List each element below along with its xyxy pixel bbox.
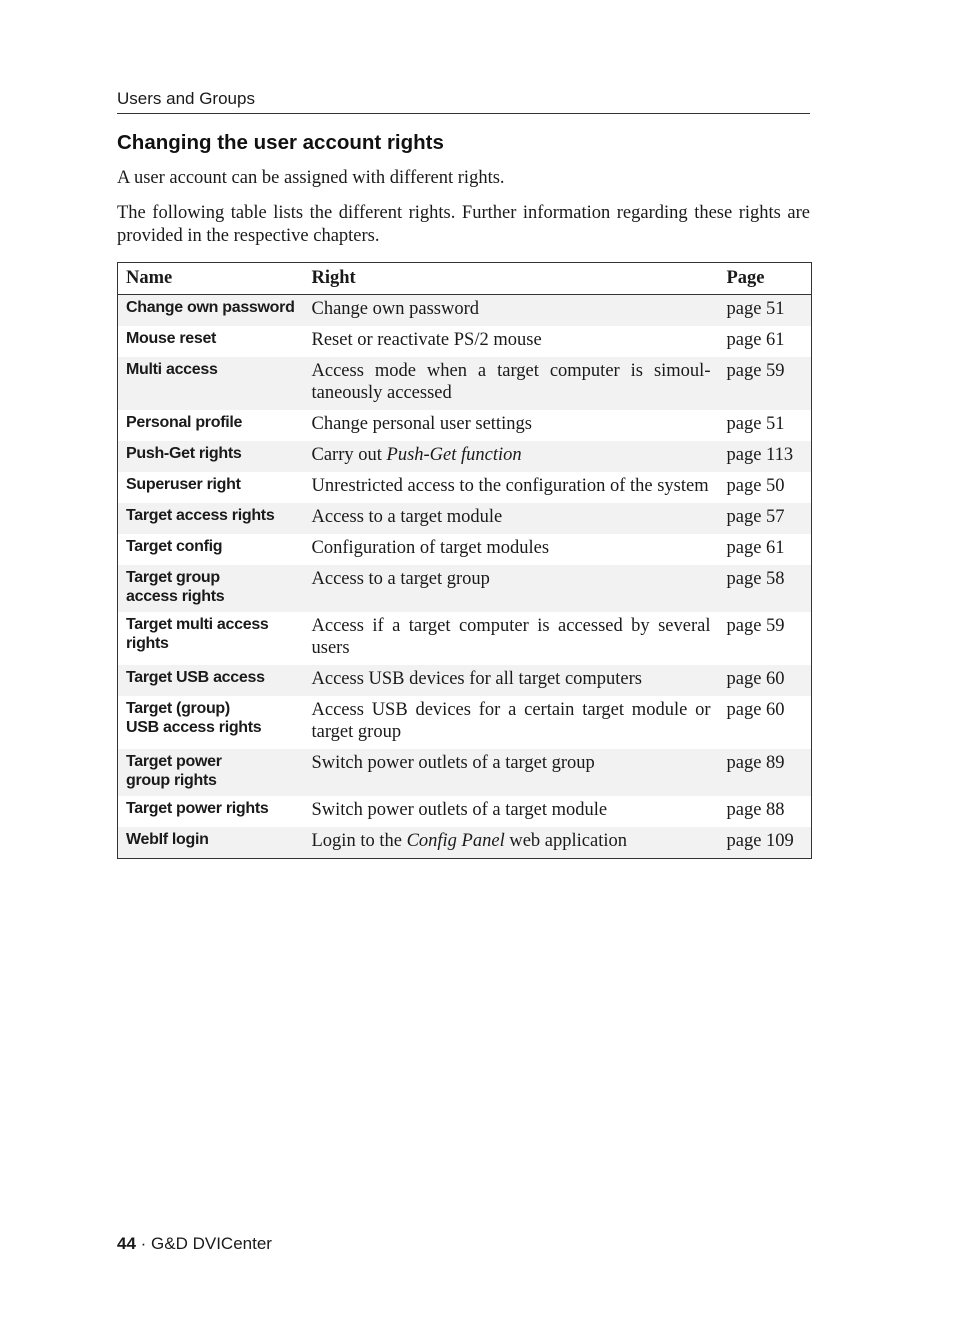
right-description-emphasis: Config Panel xyxy=(406,831,505,851)
page-reference-cell: page 51 xyxy=(719,295,812,327)
table-row xyxy=(118,534,812,565)
right-name: Superuser right xyxy=(126,476,241,493)
table-row xyxy=(118,796,812,827)
page-reference-cell: page 50 xyxy=(719,472,812,503)
table-row xyxy=(118,749,812,796)
right-name: Target power rights xyxy=(126,800,269,817)
section-title: Changing the user account rights xyxy=(117,131,444,154)
right-description-cell xyxy=(304,612,719,665)
right-description-text-end: web application xyxy=(504,831,627,851)
right-description-text: Access to a target module xyxy=(311,507,503,527)
right-name-cell xyxy=(118,565,304,612)
page-reference-cell: page 58 xyxy=(719,565,812,612)
page-reference-cell: page 59 xyxy=(719,357,812,410)
right-name: Mouse reset xyxy=(126,330,217,347)
table-row xyxy=(118,503,812,534)
right-description-cell xyxy=(304,410,719,441)
right-name-cell xyxy=(118,326,304,357)
right-description-text: Change personal user settings xyxy=(311,414,532,434)
rights-table-body xyxy=(118,295,812,859)
right-description-cell xyxy=(304,696,719,749)
table-row xyxy=(118,565,812,612)
table-row xyxy=(118,612,812,665)
right-description-cell xyxy=(304,749,719,796)
table-description-paragraph: The following table lists the different rights. Further information regarding these rights are provided in the respective chapters. xyxy=(117,203,810,246)
page-reference-cell: page 61 xyxy=(719,534,812,565)
right-description-text: Access USB devices for all target computers xyxy=(311,669,643,689)
right-description-text: Switch power outlets of a target module xyxy=(311,800,608,820)
right-description-cell xyxy=(304,534,719,565)
page-reference-cell: page 88 xyxy=(719,796,812,827)
page-footer xyxy=(117,1234,272,1254)
right-name: Target (group) USB access rights xyxy=(126,700,262,736)
table-row xyxy=(118,410,812,441)
page-reference-cell: page 60 xyxy=(719,696,812,749)
right-name: Target access rights xyxy=(126,507,275,524)
right-description-text: Access if a target computer is accessed by several users xyxy=(311,616,711,658)
page-reference-cell: page 51 xyxy=(719,410,812,441)
right-name: Target multi access rights xyxy=(126,616,269,652)
page-reference-cell: page 89 xyxy=(719,749,812,796)
running-header: Users and Groups xyxy=(117,89,255,108)
table-row xyxy=(118,472,812,503)
right-name-cell xyxy=(118,612,304,665)
right-description-cell xyxy=(304,472,719,503)
right-description-cell xyxy=(304,827,719,859)
right-name-cell xyxy=(118,827,304,859)
right-description-text: Carry out xyxy=(311,445,387,465)
right-name-cell xyxy=(118,357,304,410)
table-row xyxy=(118,357,812,410)
right-name-cell xyxy=(118,665,304,696)
right-description-cell xyxy=(304,796,719,827)
right-description-cell xyxy=(304,441,719,472)
header-rule xyxy=(117,113,810,114)
right-name-cell xyxy=(118,796,304,827)
right-name: Personal profile xyxy=(126,414,243,431)
right-name-cell xyxy=(118,696,304,749)
right-name-cell xyxy=(118,410,304,441)
footer-separator: · xyxy=(135,1234,152,1253)
right-description-text: Access to a target group xyxy=(311,569,490,589)
table-row xyxy=(118,295,812,327)
right-description-cell xyxy=(304,565,719,612)
right-name: Push-Get rights xyxy=(126,445,242,462)
right-name-cell xyxy=(118,472,304,503)
right-description-cell xyxy=(304,665,719,696)
table-row xyxy=(118,827,812,859)
table-row xyxy=(118,326,812,357)
right-name-cell xyxy=(118,295,304,327)
right-description-text: Change own password xyxy=(311,299,480,319)
table-header-row xyxy=(118,263,812,295)
page-reference-cell: page 57 xyxy=(719,503,812,534)
column-header-page: Page xyxy=(719,263,812,295)
right-name: Target power group rights xyxy=(126,753,222,789)
right-description-text: Access mode when a target computer is simoultaneously accessed xyxy=(311,361,711,403)
right-description-cell xyxy=(304,326,719,357)
page-reference-cell: page 109 xyxy=(719,827,812,859)
intro-paragraph: A user account can be assigned with different rights. xyxy=(117,168,505,188)
right-name: Change own password xyxy=(126,299,295,316)
right-name-cell xyxy=(118,534,304,565)
right-description-text: Login to the xyxy=(311,831,407,851)
page-reference-cell: page 113 xyxy=(719,441,812,472)
page-reference-cell: page 59 xyxy=(719,612,812,665)
right-description-text: Switch power outlets of a target group xyxy=(311,753,595,773)
page-reference-cell: page 61 xyxy=(719,326,812,357)
right-name-cell xyxy=(118,503,304,534)
right-name: Target config xyxy=(126,538,223,555)
right-description-emphasis: Push-Get function xyxy=(386,445,522,465)
right-description-text: Reset or reactivate PS/2 mouse xyxy=(311,330,542,350)
right-name-cell xyxy=(118,749,304,796)
right-description-cell xyxy=(304,357,719,410)
right-description-text: Unrestricted access to the configuration of the system xyxy=(311,476,709,496)
column-header-right: Right xyxy=(304,263,719,295)
column-header-name: Name xyxy=(118,263,304,295)
right-description-text: Configuration of target modules xyxy=(311,538,550,558)
right-name: Target USB access xyxy=(126,669,265,686)
table-row xyxy=(118,665,812,696)
page-number: 44 xyxy=(117,1234,136,1253)
right-name: Target group access rights xyxy=(126,569,225,605)
table-row xyxy=(118,441,812,472)
page-reference-cell: page 60 xyxy=(719,665,812,696)
right-description-cell xyxy=(304,503,719,534)
table-row xyxy=(118,696,812,749)
right-description-text: Access USB devices for a certain target module or target group xyxy=(311,700,711,742)
rights-table xyxy=(117,262,812,859)
right-name-cell xyxy=(118,441,304,472)
right-name: Multi access xyxy=(126,361,218,378)
product-name: G&D DVICenter xyxy=(151,1234,272,1253)
right-description-cell xyxy=(304,295,719,327)
right-name: WebIf login xyxy=(126,831,209,848)
